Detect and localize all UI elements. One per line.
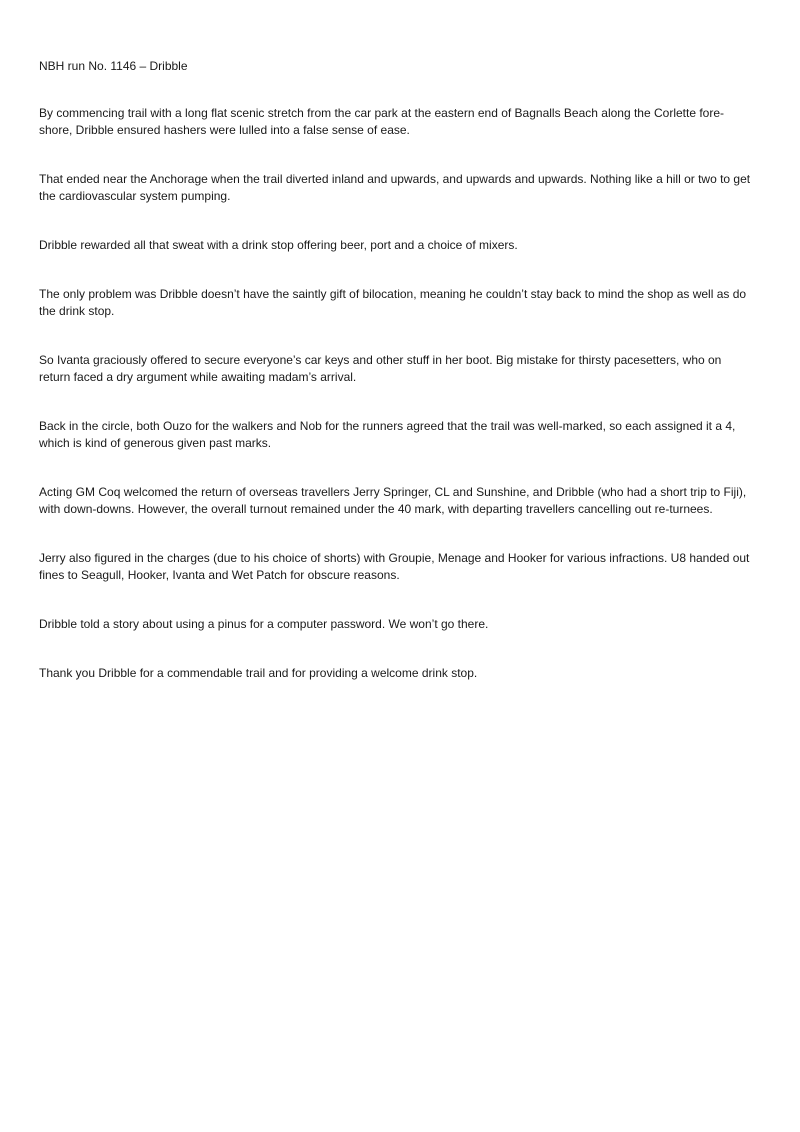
paragraph-6: Back in the circle, both Ouzo for the walkers and Nob for the runners agreed that the trail was well-marked, so each assigned it a 4, which is kind of generous given past marks. — [39, 419, 736, 450]
paragraph-5: So Ivanta graciously offered to secure everyone’s car keys and other stuff in her boot. Big mistake for thirsty pacesetters, who on return faced a dry argument while awaiting madam’s arrival. — [39, 353, 722, 384]
paragraph-1: By commencing trail with a long flat scenic stretch from the car park at the eastern end of Bagnalls Beach along the Corlette fore-shore, Dribble ensured hashers were lulled into a false sense of ease. — [39, 106, 725, 137]
paragraph-8: Jerry also figured in the charges (due to his choice of shorts) with Groupie, Menage and Hooker for various infractions. U8 handed out fines to Seagull, Hooker, Ivanta and Wet Patch for obscure reasons. — [39, 551, 750, 582]
paragraph-4: The only problem was Dribble doesn’t have the saintly gift of bilocation, meaning he couldn’t stay back to mind the shop as well as do the drink stop. — [39, 287, 747, 318]
paragraph-7: Acting GM Coq welcomed the return of overseas travellers Jerry Springer, CL and Sunshine, and Dribble (who had a short trip to Fiji), with down-downs. However, the overall turnout remained under the 40 mark, with departing travellers cancelling out re-turnees. — [39, 485, 747, 516]
document-title: NBH run No. 1146 – Dribble — [39, 59, 188, 73]
paragraph-10: Thank you Dribble for a commendable trail and for providing a welcome drink stop. — [39, 666, 478, 680]
paragraph-9: Dribble told a story about using a pinus for a computer password. We won’t go there. — [39, 617, 489, 631]
paragraph-2: That ended near the Anchorage when the trail diverted inland and upwards, and upwards and upwards. Nothing like a hill or two to get the cardiovascular system pumping. — [39, 172, 751, 203]
document-body — [39, 58, 755, 714]
paragraph-3: Dribble rewarded all that sweat with a drink stop offering beer, port and a choice of mixers. — [39, 238, 518, 252]
